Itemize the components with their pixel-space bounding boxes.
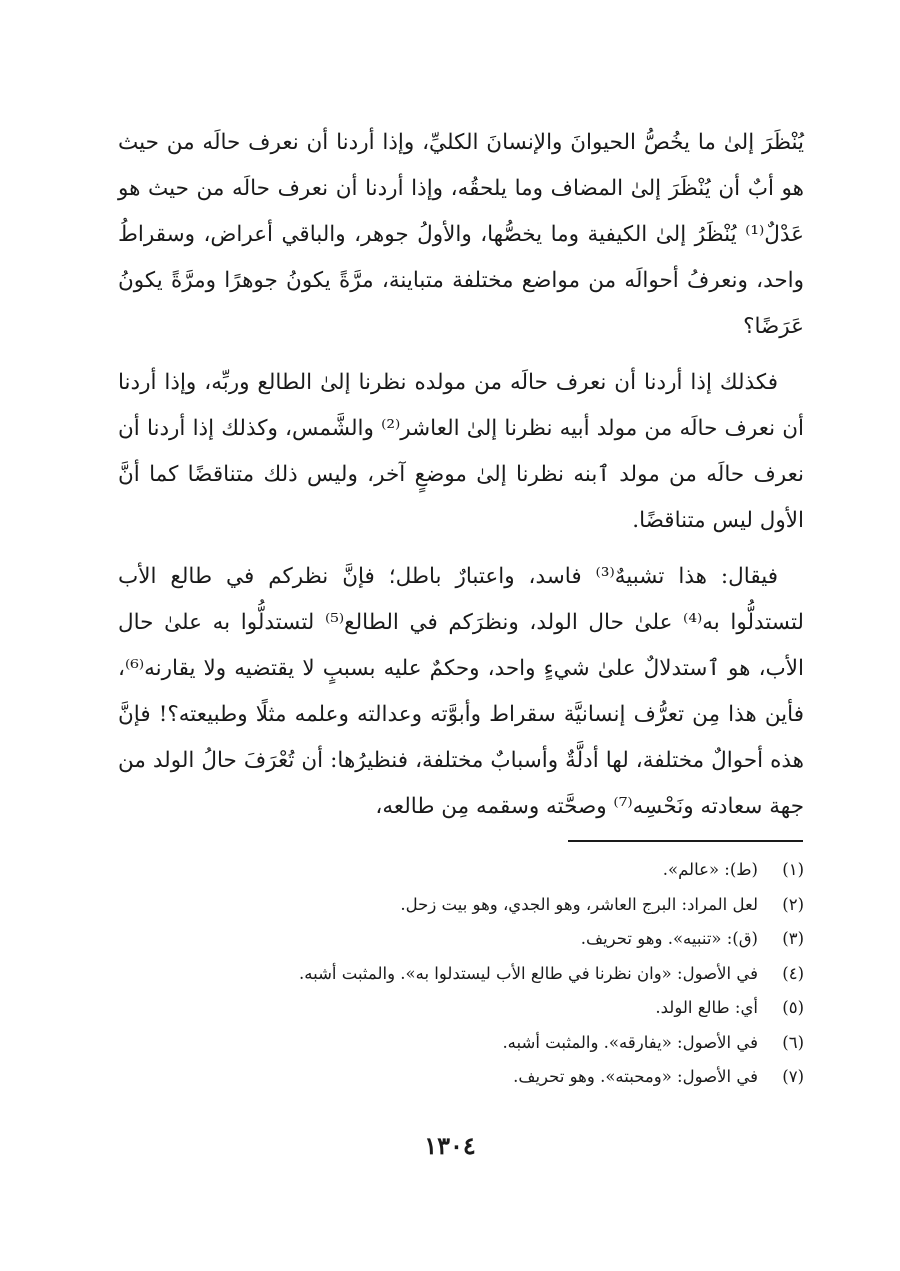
footnote-number: (٧) [782,1067,804,1086]
footnote-4 [200,957,804,992]
footnote-text: في الأصول: «ومحبته». وهو تحريف. [513,1067,758,1086]
footnote-text: لعل المراد: البرج العاشر، وهو الجدي، وهو بيت زحل. [400,894,758,914]
footnote-6 [200,1026,804,1061]
footnotes [200,853,804,1095]
footnote-text: (ق): «تنبيه». وهو تحريف. [580,929,758,948]
footnote-text: في الأصول: «وان نظرنا في طالع الأب ليستدلوا به». والمثبت أشبه. [299,963,758,983]
footnote-number: (٣) [782,929,804,948]
footnote-number: (١) [782,860,804,879]
footnote-text: أي: طالع الولد. [655,998,758,1017]
footnote-number: (٤) [782,963,804,983]
footnote-5 [200,991,804,1026]
footnote-3 [200,922,804,957]
footnote-2 [200,888,804,923]
paragraph-1: يُنْظَرَ إلىٰ ما يخُصُّ الحيوانَ والإنسانَ الكليِّ، وإذا أردنا أن نعرف حالَه من حيث هو أبٌ أن يُنْظَرَ إلىٰ المضاف وما يلحقُه، وإذا أردنا أن نعرف حالَه من حيث هو عَدْلٌ⁽¹⁾ يُنْظَرُ إلىٰ الكيفية وما يخصُّها، والأولُ جوهر، والباقي أعراض، وسقراطُ واحد، ونعرفُ أحوالَه من مواضع مختلفة متباينة، مرَّةً يكونُ جوهرًا ومرَّةً يكونُ عَرَضًا؟ [118,130,804,339]
footnote-number: (٢) [782,894,804,914]
footnote-1 [200,853,804,888]
footnote-number: (٦) [782,1032,804,1052]
footnote-text: في الأصول: «يفارقه». والمثبت أشبه. [502,1032,758,1052]
footnote-number: (٥) [782,998,804,1017]
footnote-7 [200,1060,804,1095]
footnote-separator [568,840,803,842]
page-number: ١٣٠٤ [424,1131,476,1160]
paragraph-2: فكذلك إذا أردنا أن نعرف حالَه من مولده نظرنا إلىٰ الطالع وربِّه، وإذا أردنا أن نعرف حالَه من مولد أبيه نظرنا إلىٰ العاشر⁽²⁾ والشَّمس، وكذلك إذا أردنا أن نعرف حالَه من مولد ٱبنه نظرنا إلىٰ موضعٍ آخر، وليس ذلك متناقضًا كما أنَّ الأول ليس متناقضًا. [118,370,805,533]
main-text [118,120,804,840]
paragraph-3: فيقال: هذا تشبيهٌ⁽³⁾ فاسد، واعتبارٌ باطل؛ فإنَّ نظركم في طالع الأب لتستدلُّوا به⁽⁴⁾ علىٰ حال الولد، ونظرَكم في الطالع⁽⁵⁾ لتستدلُّوا به علىٰ حال الأب، هو ٱستدلالٌ علىٰ شيءٍ واحد، وحكمٌ عليه بسببٍ لا يقتضيه ولا يقارنه⁽⁶⁾، فأين هذا مِن تعرُّف إنسانيَّة سقراط وأبوَّته وعدالته وعلمه مثلًا وطبيعته؟! فإنَّ هذه أحوالٌ مختلفة، لها أدلَّةٌ وأسبابٌ مختلفة، فنظيرُها: أن تُعْرَفَ حالُ الولد من جهة سعادته ونَحْسِه⁽⁷⁾ وصحَّته وسقمه مِن طالعه، [118,564,804,819]
footnote-text: (ط): «عالم». [662,860,758,879]
